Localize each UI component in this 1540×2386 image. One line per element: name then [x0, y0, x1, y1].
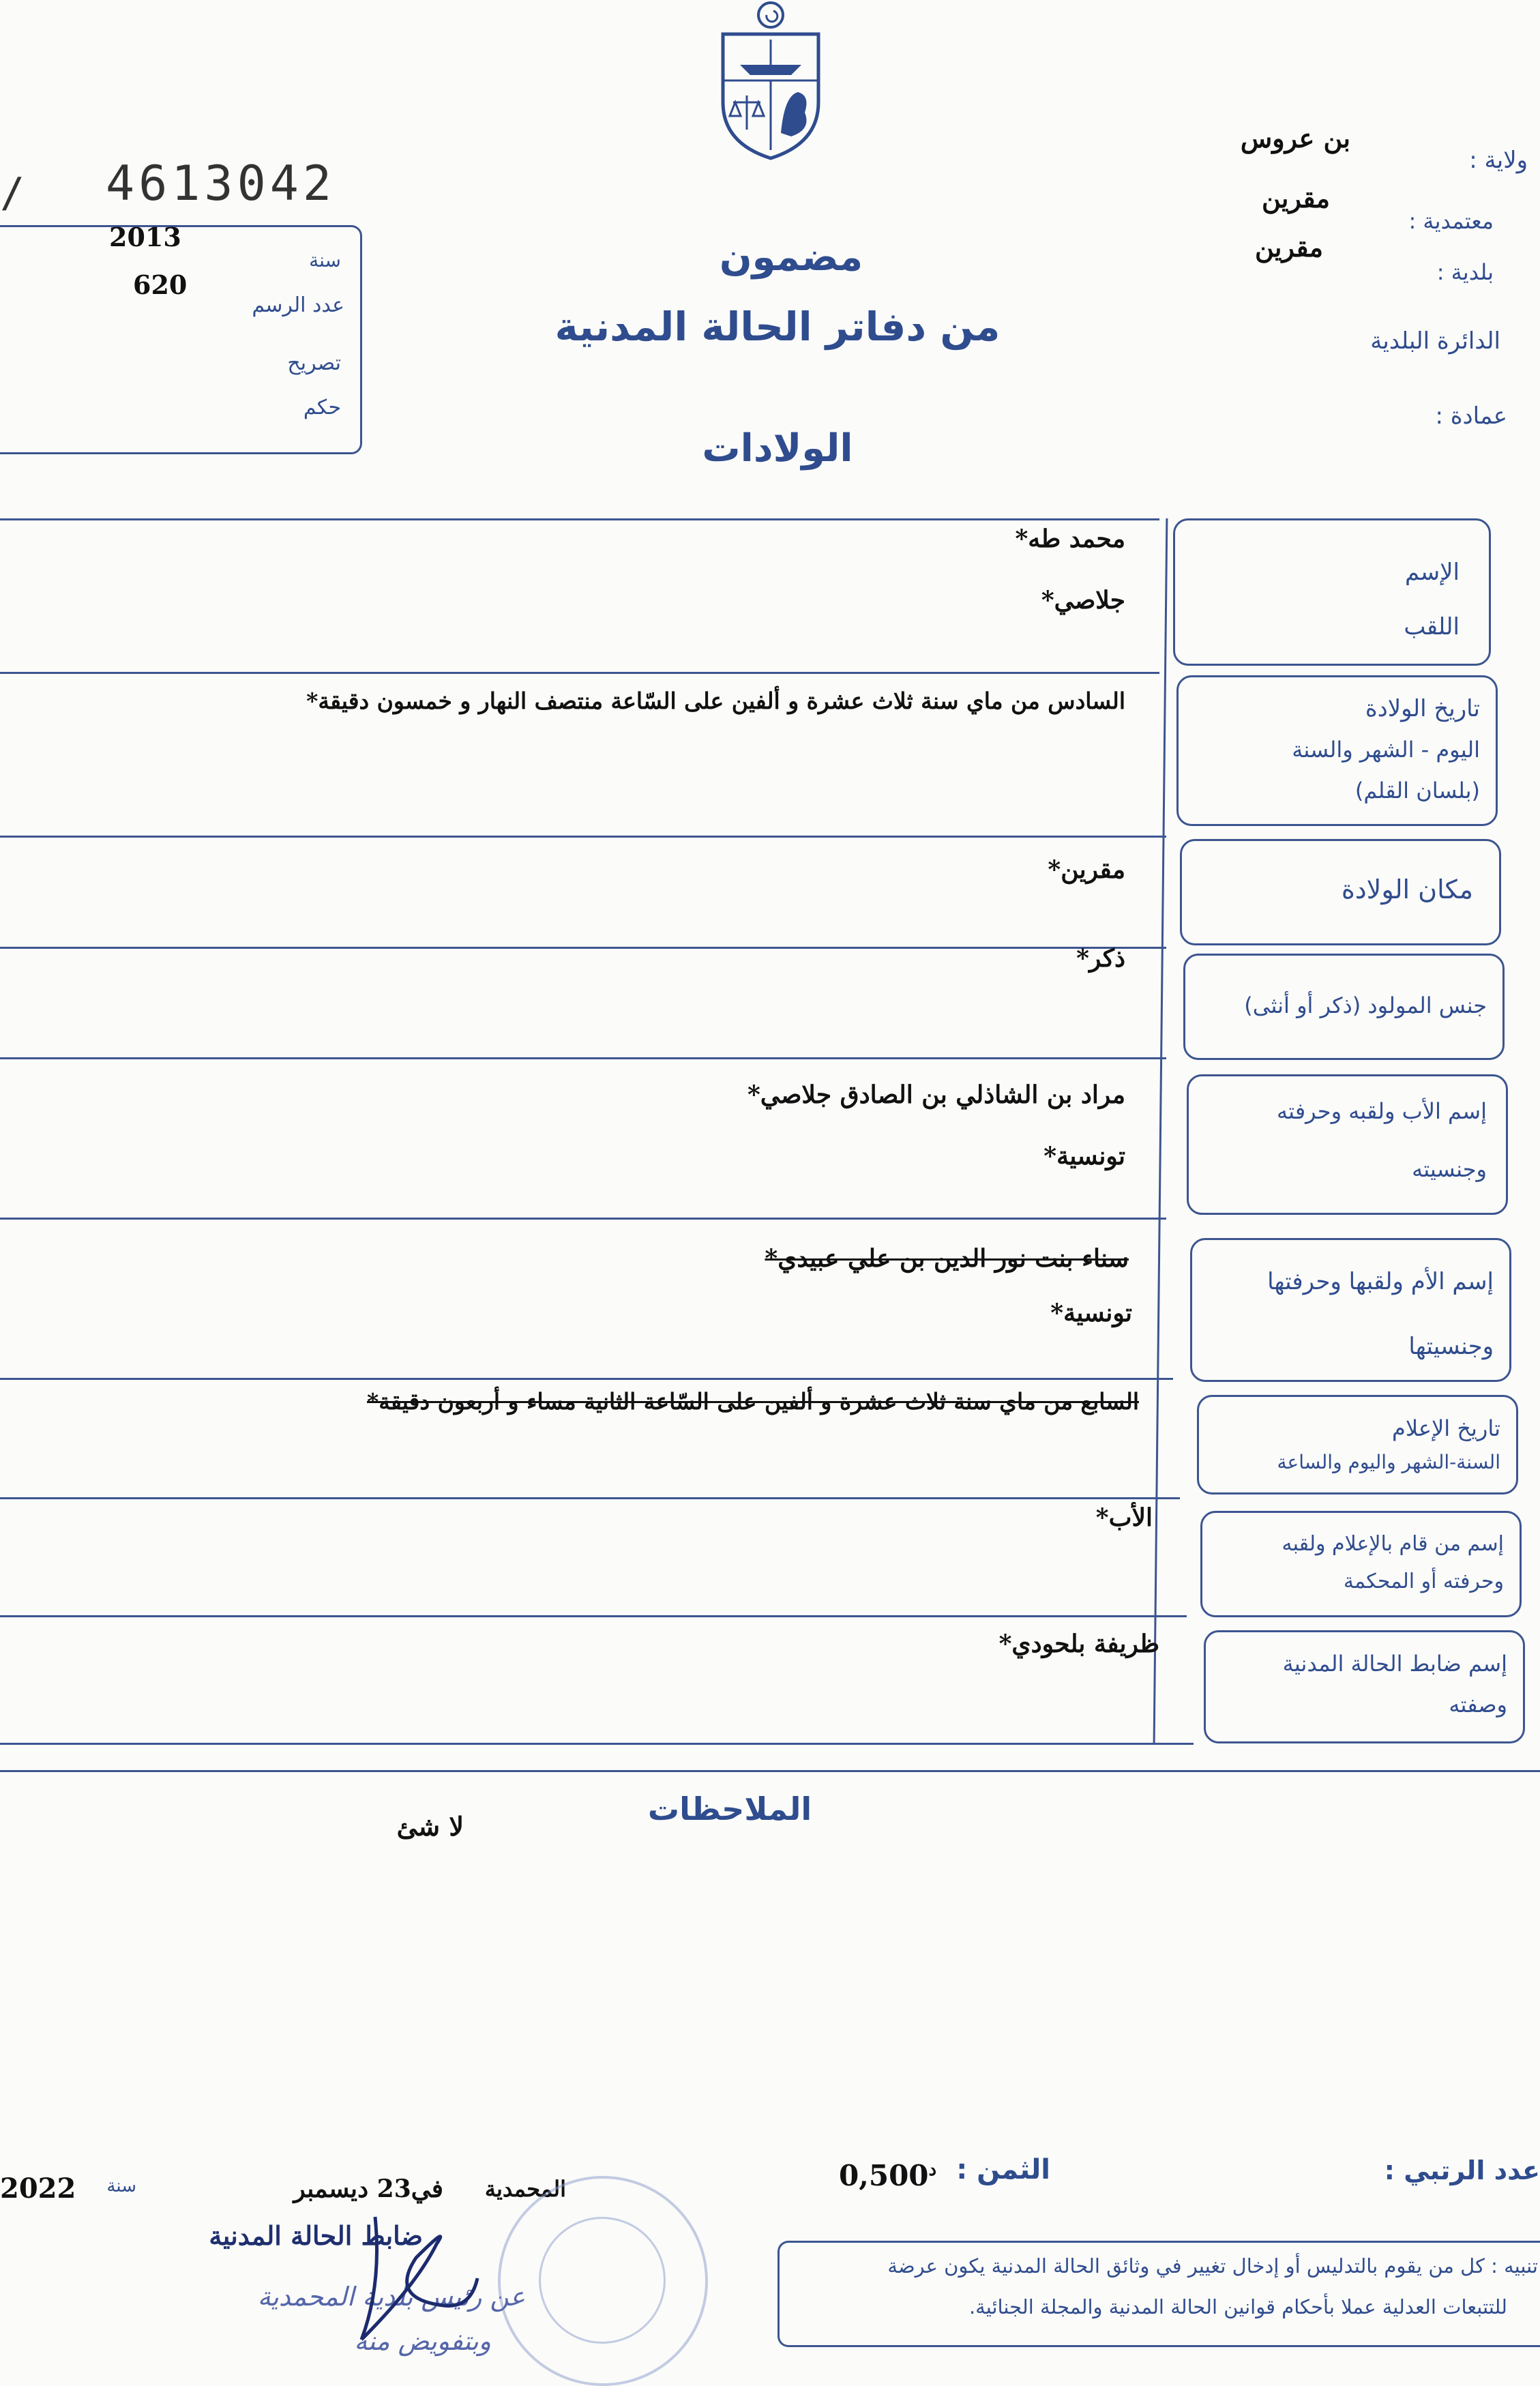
father-nationality: تونسية*: [1043, 1142, 1125, 1170]
issue-year-label: سنة: [106, 2176, 136, 2196]
officer-sublabel: وصفته: [1449, 1692, 1507, 1718]
row-line: [0, 1218, 1166, 1220]
mother-nationality: تونسية*: [1050, 1299, 1132, 1327]
warning-line-1: تنبيه : كل من يقوم بالتدليس أو إدخال تغيير في وثائق الحالة المدنية يكون عرضة: [887, 2254, 1538, 2278]
officer-title: ضابط الحالة المدنية: [209, 2220, 423, 2251]
declaration-date-sublabel: السنة-الشهر واليوم والساعة: [1277, 1451, 1500, 1473]
birth-place-value: مقرين*: [1048, 855, 1125, 884]
declarant-label: إسم من قام بالإعلام ولقبه: [1282, 1532, 1504, 1556]
row-line: [0, 672, 1159, 674]
sex-value: ذكر*: [1076, 944, 1125, 973]
officer-value: ظريفة بلحودي*: [998, 1630, 1159, 1658]
municipality-value: مقرين: [1254, 232, 1323, 263]
row-line: [0, 1770, 1540, 1772]
officer-line-3: وبتفويض منه: [354, 2326, 491, 2356]
issue-in-label: في: [411, 2175, 443, 2203]
registry-year-value: 2013: [109, 222, 181, 252]
municipality-label: بلدية :: [1436, 259, 1494, 285]
father-label: إسم الأب ولقبه وحرفته: [1277, 1098, 1487, 1124]
official-stamp-inner: [539, 2217, 666, 2344]
act-number-label: عدد الرسم: [252, 293, 344, 317]
document-subtitle: من دفاتر الحالة المدنية: [554, 304, 1001, 350]
remarks-title: الملاحظات: [647, 1791, 812, 1827]
birth-date-sublabel: اليوم - الشهر والسنة: [1292, 737, 1480, 763]
issue-year-value: 2022: [0, 2173, 76, 2205]
delegation-label: معتمدية :: [1408, 208, 1494, 234]
signature: [334, 2203, 484, 2360]
officer-label: إسم ضابط الحالة المدنية: [1282, 1651, 1507, 1677]
issue-place: المحمدية: [484, 2176, 566, 2202]
section-title: الولادات: [702, 426, 853, 471]
birth-date-label: تاريخ الولادة: [1365, 695, 1480, 722]
declarant-sublabel: وحرفته أو المحكمة: [1343, 1570, 1504, 1593]
governorate-value: بن عروس: [1240, 123, 1350, 153]
mother-sublabel: وجنسيتها: [1408, 1333, 1494, 1360]
tunisia-coat-of-arms-icon: [709, 0, 832, 164]
imada-label: عمادة :: [1435, 402, 1507, 430]
name-label: الإسم: [1405, 559, 1460, 586]
serial-number-label: عدد الرتبي :: [1384, 2155, 1540, 2185]
father-sublabel: وجنسيته: [1412, 1156, 1487, 1182]
issue-date: [273, 2175, 443, 2203]
surname-value: جلاصي*: [1041, 586, 1125, 615]
surname-label: اللقب: [1404, 613, 1460, 640]
issue-month: ديسمبر: [293, 2175, 369, 2203]
act-number-value: 620: [133, 269, 188, 300]
price-label: الثمن :: [956, 2154, 1050, 2185]
birth-date-sublabel-2: (بلسان القلم): [1354, 778, 1480, 804]
birth-date-value: السادس من ماي سنة ثلاث عشرة و ألفين على السّاعة منتصف النهار و خمسون دقيقة*: [306, 688, 1125, 714]
declarant-value: الأب*: [1095, 1503, 1153, 1532]
registry-year-label: سنة: [309, 249, 341, 271]
governorate-label: ولاية :: [1469, 147, 1528, 174]
row-line: [0, 1057, 1166, 1059]
price-value: $0,500^د$: [839, 2159, 937, 2192]
price-unit: د: [928, 2160, 937, 2180]
registry-prefix-mark: /: [0, 169, 25, 217]
name-value: محمد طه*: [1015, 525, 1125, 553]
judgment-label: حكم: [303, 396, 341, 419]
document-title: مضمون: [719, 235, 863, 280]
mother-label: إسم الأم ولقبها وحرفتها: [1267, 1268, 1494, 1295]
row-line: [0, 1378, 1173, 1380]
sex-label: جنس المولود (ذكر أو أنثى): [1244, 992, 1487, 1018]
mother-value: سناء بنت نور الدين بن علي عبيدي*: [765, 1244, 1129, 1273]
issue-day: 23: [376, 2175, 411, 2203]
declaration-date-label: تاريخ الإعلام: [1392, 1415, 1500, 1441]
value-column-border: [1153, 518, 1168, 1743]
father-value: مراد بن الشاذلي بن الصادق جلاصي*: [747, 1080, 1125, 1109]
registry-number: 4613042: [106, 156, 336, 211]
municipal-district-label: الدائرة البلدية: [1370, 327, 1500, 355]
birth-place-label: مكان الولادة: [1341, 874, 1473, 904]
warning-line-2: للتتبعات العدلية عملا بأحكام قوانين الحالة المدنية والمجلة الجنائية.: [968, 2295, 1507, 2318]
row-line: [0, 1743, 1194, 1745]
declaration-date-value: السابع من ماي سنة ثلاث عشرة و ألفين على السّاعة الثانية مساء و أربعون دقيقة*: [367, 1388, 1139, 1415]
row-line: [0, 836, 1166, 838]
officer-line-2: عن رئيس بلدية المحمدية: [257, 2282, 525, 2312]
row-line: [0, 1615, 1187, 1617]
delegation-value: مقرين: [1261, 183, 1330, 213]
declaration-label: تصريح: [287, 351, 341, 375]
coat-of-arms: [709, 0, 832, 164]
remarks-value: لا شئ: [396, 1811, 464, 1842]
